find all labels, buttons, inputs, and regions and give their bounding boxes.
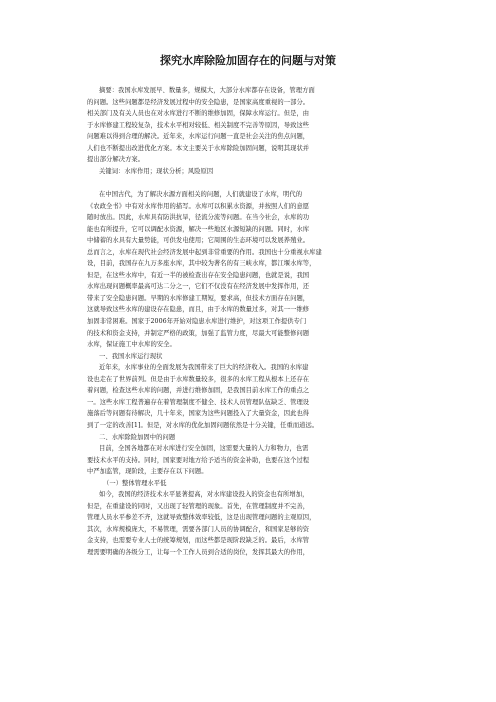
- text-line: 要技术水平的支持。同时，国家要对地方给予适当的资金补助，也要在这个过程: [87, 456, 310, 464]
- text-line: 水库，保证施工中水库的安全。: [87, 341, 176, 349]
- text-line: 相关部门及有关人员也在对水库进行不断的维修加固，保障水库运行。但是，由: [87, 110, 310, 118]
- text-line: 中储蓄的水具有大量势能，可供发电使用；它周围的生态环境可以发展养殖业。: [87, 237, 310, 245]
- text-line: 在中国古代，为了解决水源方面相关的问题，人们就建设了水库，明代的: [99, 190, 303, 198]
- text-line: 理需要明确的各级分工，让每一个工作人员到合适的岗位，发挥其最大的作用，: [87, 549, 310, 556]
- text-line: 如今，我国的经济技术水平显著提高，对水库建设投入的资金也有所增加，: [99, 491, 309, 499]
- text-line: 二、水库除险加固中的问题: [99, 433, 176, 441]
- text-line: 关键词：水库作用；现状分析；风险原因: [99, 167, 214, 175]
- text-line: 近年来，水库事业的全面发展为我国带来了巨大的经济收入。我国的水库建: [99, 364, 309, 372]
- text-line: 问题难以得到合理的解决。近年来，水库运行问题一直是社会关注的焦点问题，: [87, 133, 310, 141]
- text-line: 人们也不断提出改进优化方案。本文主要关于水库除险加固问题，说明其现状并: [87, 144, 310, 152]
- text-line: 《农政全书》中有对水库作用的描写。水库可以积累水资源，并按照人们的意愿: [87, 202, 310, 210]
- text-line: 摘要：我国水库发展早、数量多，规模大，大部分水库都存在设备，管理方面: [99, 87, 315, 94]
- text-line: 管理人员水平参差不齐，这就导致整体效率较低，这是出现管理问题的主观原因，: [87, 514, 316, 522]
- text-line: 一、我国水库运行现状: [99, 352, 163, 360]
- text-line: 但是，在重建设的同时，又出现了轻管理的现象。首先，在管理制度并不完善，: [87, 502, 310, 510]
- text-line: 金支持，也需要专业人士的统筹规划，而这些都是现阶段缺乏的。最后，水库管: [87, 537, 310, 545]
- text-line: 其次，水库规模庞大，不易管理，需要各部门人员的协调配合，和国家足够的资: [87, 525, 310, 533]
- text-line: 于水库修建工程较复杂，技术水平相对较低、相关制度不完善等原因，导致这些: [87, 121, 310, 129]
- text-line: 随时放出。因此，水库具有防洪抗旱，径流分流等问题。在当今社会，水库的功: [87, 214, 310, 222]
- text-line: 目前，全国各地都在对水库进行安全加固，这需要大量的人力和物力，也需: [99, 445, 309, 453]
- text-line: 设，目前，我国存在九万多座水库，其中较为著名的有三峡水库，都江堰水库等，: [87, 260, 316, 268]
- text-line: 总而言之，水库在现代社会经济发展中起到非常重要的作用。我国也十分重视水库建: [87, 248, 322, 256]
- text-line: 到了一定的改善[1]。但是，对水库的优化加固问题依然是十分关键，任重而道远。: [87, 421, 319, 429]
- text-line: （一）整体管理水平低: [103, 479, 167, 487]
- text-line: 中严加监管，现阶段，主要存在以下问题。: [87, 468, 208, 476]
- text-line: 水库出现问题概率最高可达二分之一，它们不仅没有在经济发展中发挥作用，还: [87, 283, 310, 291]
- text-line: 一。这些水库工程普遍存在着管理制度不健全、技术人员管理队伍缺乏、管理设: [87, 398, 310, 406]
- text-line: 这就导致这些水库的建设存在隐患，而且，由于水库的数量过多，对其一一维修: [87, 306, 310, 314]
- text-line: 带来了安全隐患问题。早期的水库修建工期短，要求高，但技术方面存在问题，: [87, 294, 310, 302]
- text-line: 着问题，检查这些水库的问题，并进行维修加固，是我国目前水库工作的重点之: [87, 387, 310, 395]
- text-line: 提出部分解决方案。: [87, 156, 145, 164]
- text-line: 能也有所提升，它可以调配水资源，解决一些地区水源短缺的问题。同时，水库: [87, 225, 310, 233]
- text-line: 的问题。这些问题都是经济发展过程中的安全隐患，是国家高度重视的一部分。: [87, 98, 310, 106]
- text-line: 但是，在这些水库中，有近一半的被检查出存在安全隐患问题，也就是说，我国: [87, 271, 310, 279]
- document-title: 探究水库除险加固存在的问题与对策: [160, 54, 336, 67]
- text-line: 的技术和资金支持，并制定严格的政策，加强了监管力度，尽最大可能整修问题: [87, 329, 310, 337]
- text-line: 设也走在了世界前列。但是由于水库数量较多，很多的水库工程从根本上还存在: [87, 375, 310, 383]
- text-line: 加固非常困难。国家于2006年开始对隐患水库进行维护，对这项工作提供专门: [87, 318, 307, 325]
- text-line: 施落后等问题有待解决，几十年来，国家为这些问题投入了大量资金，因此也得: [87, 410, 310, 418]
